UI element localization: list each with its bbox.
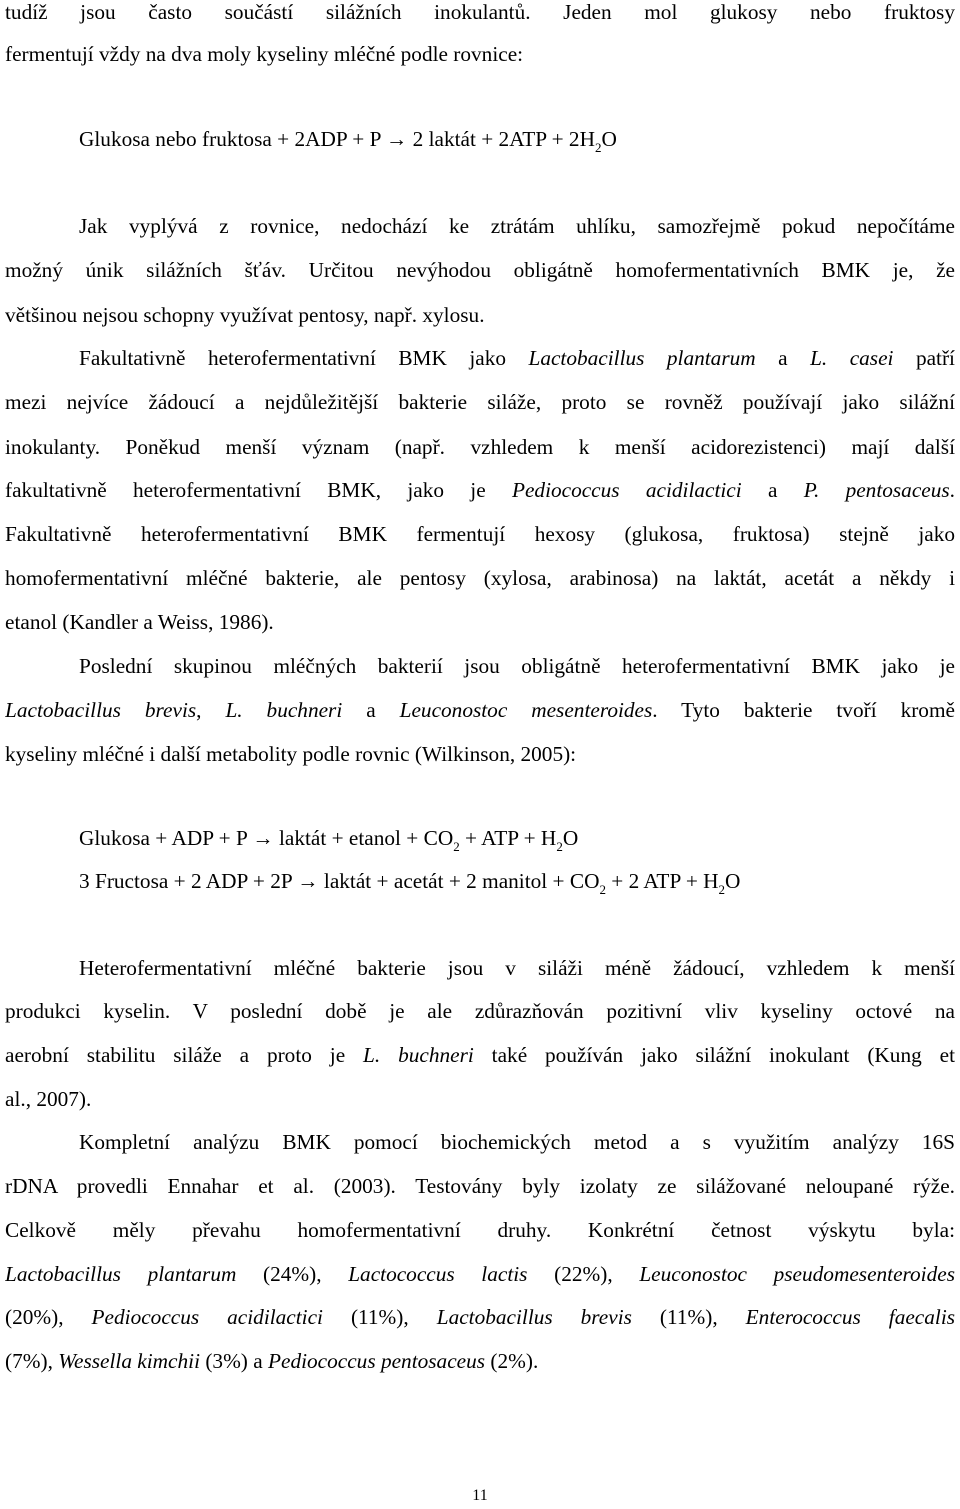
text-line: aerobní stabilitu siláže a proto je L. buchneri také používán jako silážní inokulant (Kung et (5, 1043, 955, 1067)
text-line: homofermentativní mléčné bakterie, ale pentosy (xylosa, arabinosa) na laktát, acetát a někdy i (5, 566, 955, 590)
text-line: fakultativně heterofermentativní BMK, jako je Pediococcus acidilactici a P. pentosaceus. (5, 478, 955, 502)
arrow-icon: → (252, 826, 274, 850)
text-line: fermentují vždy na dva moly kyseliny mléčné podle rovnice: (5, 42, 524, 66)
text-line: (20%), Pediococcus acidilactici (11%), Lactobacillus brevis (11%), Enterococcus faecalis (5, 1305, 955, 1329)
text-line: Fakultativně heterofermentativní BMK fermentují hexosy (glukosa, fruktosa) stejně jako (5, 522, 955, 546)
equation-1: Glukosa nebo fruktosa + 2ADP + P → 2 laktát + $2ATP + 2H_2O$ (79, 127, 617, 155)
text-line: rDNA provedli Ennahar et al. (2003). Testovány byly izolaty ze silážované neloupané rýže. (5, 1174, 955, 1198)
text-line: většinou nejsou schopny využívat pentosy, např. xylosu. (5, 303, 485, 327)
text-line: etanol (Kandler a Weiss, 1986). (5, 610, 274, 634)
text-line: Kompletní analýzu BMK pomocí biochemických metod a s využitím analýzy 16S (79, 1130, 955, 1154)
text-line: Lactobacillus brevis, L. buchneri a Leuconostoc mesenteroides. Tyto bakterie tvoří kromě (5, 698, 955, 722)
text-line: možný únik silážních šťáv. Určitou nevýhodou obligátně homofermentativních BMK je, že (5, 258, 955, 282)
arrow-icon: → (297, 869, 319, 893)
text-line: Fakultativně heterofermentativní BMK jako Lactobacillus plantarum a L. casei patří (79, 346, 955, 370)
equation-3: 3 Fructosa + 2 ADP + 2P → laktát + acetát + 2 manitol + $CO_2 + 2$ ATP + $H_2O$ (79, 869, 741, 897)
text-line: al., 2007). (5, 1087, 92, 1111)
text-line: Celkově měly převahu homofermentativní druhy. Konkrétní četnost výskytu byla: (5, 1218, 955, 1242)
text-line: kyseliny mléčné i další metabolity podle rovnic (Wilkinson, 2005): (5, 742, 577, 766)
text-line: inokulanty. Poněkud menší význam (např. vzhledem k menší acidorezistenci) mají další (5, 435, 955, 459)
page-number: 11 (472, 1487, 488, 1504)
equation-2: Glukosa + ADP + P → laktát + etanol + $CO_2$ + ATP + $H_2O$ (79, 826, 579, 854)
text-line: Lactobacillus plantarum (24%), Lactococcus lactis (22%), Leuconostoc pseudomesenteroides (5, 1262, 955, 1286)
text-line: Heterofermentativní mléčné bakterie jsou v siláži méně žádoucí, vzhledem k menší (79, 956, 955, 980)
arrow-icon: → (385, 127, 408, 151)
text-line: Jak vyplývá z rovnice, nedochází ke ztrátám uhlíku, samozřejmě pokud nepočítáme (79, 214, 955, 238)
text-line: Poslední skupinou mléčných bakterií jsou obligátně heterofermentativní BMK jako je (79, 654, 955, 678)
text-line: produkci kyselin. V poslední době je ale zdůrazňován pozitivní vliv kyseliny octové na (5, 999, 955, 1023)
text-line: (7%), Wessella kimchii (3%) a Pediococcus pentosaceus (2%). (5, 1349, 539, 1373)
text-line: tudíž jsou často součástí silážních inokulantů. Jeden mol glukosy nebo fruktosy (5, 0, 955, 24)
text-line: mezi nejvíce žádoucí a nejdůležitější bakterie siláže, proto se rovněž používají jako silážní (5, 390, 955, 414)
